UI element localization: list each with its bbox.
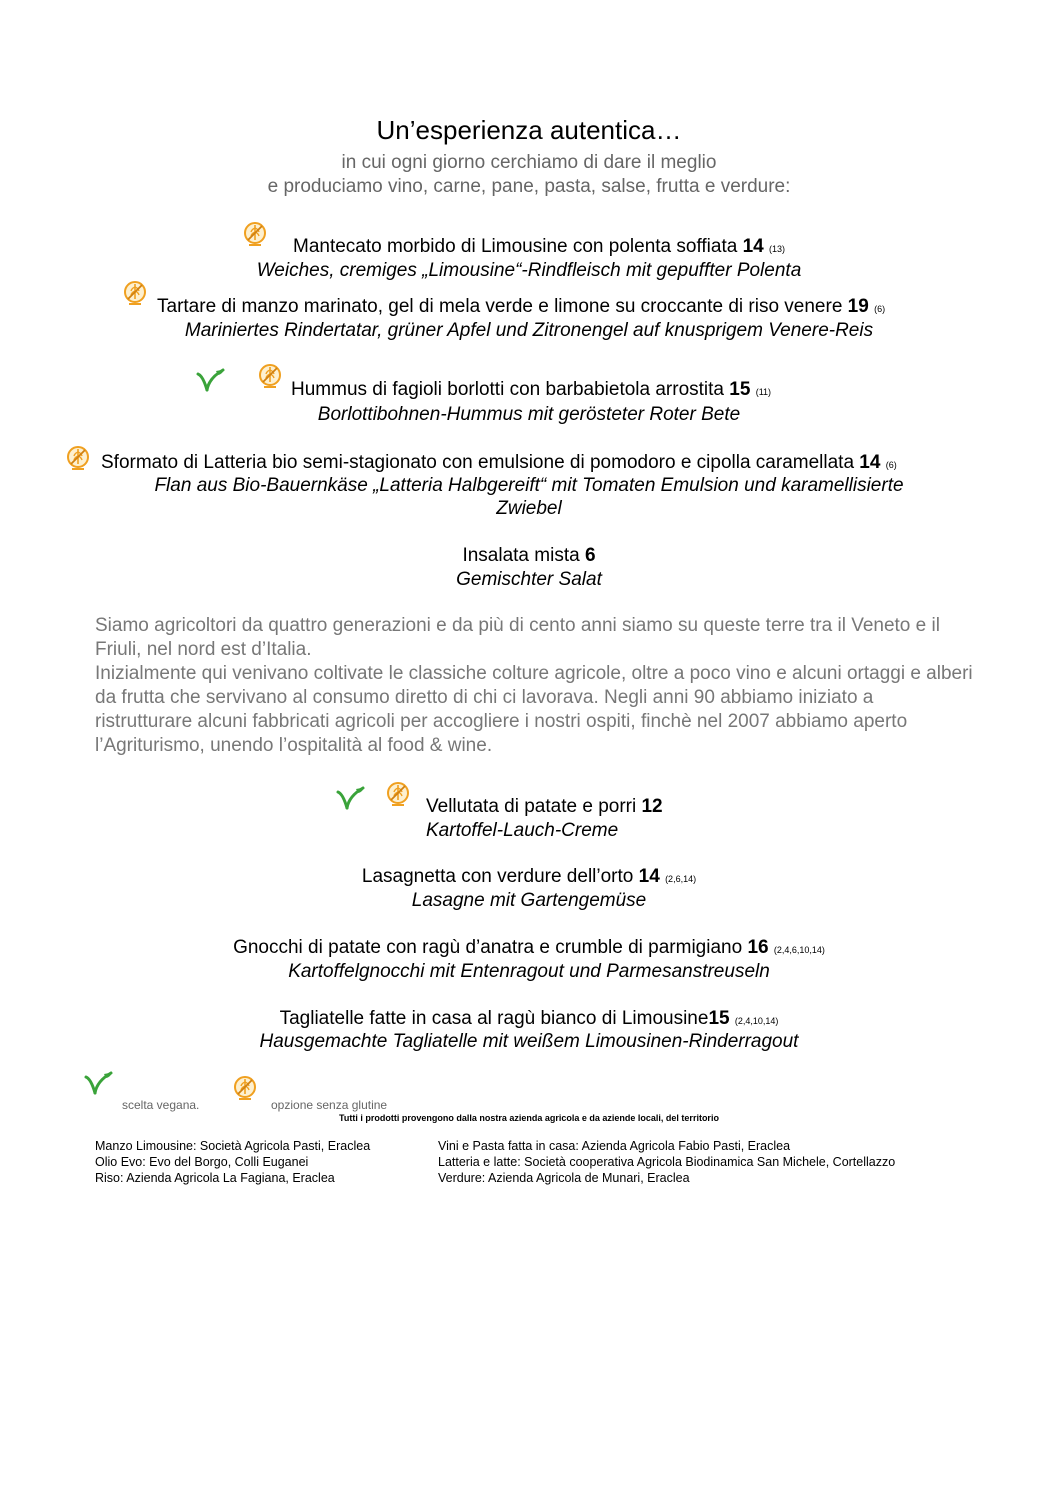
- dish-3-translation: Borlottibohnen-Hummus mit gerösteter Roter Bete: [317, 404, 741, 425]
- dish-allergens: (6): [874, 304, 886, 314]
- dish-5-translation: Gemischter Salat: [456, 569, 602, 590]
- dish-price: 19: [847, 296, 869, 317]
- supplier-item: Verdure: Azienda Agricola de Munari, Eraclea: [438, 1171, 690, 1185]
- dish-allergens: (2,4,10,14): [734, 1016, 779, 1026]
- supplier-item: Manzo Limousine: Società Agricola Pasti, Eraclea: [95, 1139, 371, 1153]
- dish-price: 14: [742, 236, 764, 257]
- gluten-free-icon: [258, 364, 282, 390]
- supplier-item: Olio Evo: Evo del Borgo, Colli Euganei: [95, 1155, 309, 1169]
- dish-6-translation: Kartoffel-Lauch-Creme: [426, 820, 619, 841]
- dish-allergens: (6): [885, 460, 897, 470]
- dish-6: [426, 796, 663, 818]
- supplier-item: Vini e Pasta fatta in casa: Azienda Agricola Fabio Pasti, Eraclea: [438, 1139, 791, 1153]
- local-products-note: Tutti i prodotti provengono dalla nostra azienda agricola e da aziende locali, del territorio: [339, 1113, 719, 1123]
- dish-9-translation: Hausgemachte Tagliatelle mit weißem Limousinen-Rinderragout: [259, 1031, 799, 1052]
- dish-2: [157, 296, 885, 318]
- dish-8: [0, 937, 1058, 959]
- suppliers-left: [95, 1138, 370, 1186]
- dish-4-translation-line-1: Flan aus Bio-Bauernkäse „Latteria Halbgereift“ mit Tomaten Emulsion und karamellisierte: [154, 475, 904, 496]
- dish-name: Sformato di Latteria bio semi-stagionato con emulsione di pomodoro e cipolla caramellata: [101, 452, 855, 473]
- dish-4: [101, 452, 897, 474]
- vegan-leaf-icon: [336, 786, 366, 810]
- dish-allergens: (2,4,6,10,14): [773, 945, 825, 955]
- dish-price: 15: [708, 1008, 730, 1029]
- supplier-item: Riso: Azienda Agricola La Fagiana, Eraclea: [95, 1171, 335, 1185]
- dish-5: [0, 545, 1058, 567]
- dish-allergens: (11): [755, 387, 772, 397]
- gluten-free-icon: [233, 1076, 257, 1102]
- supplier-item: Latteria e latte: Società cooperativa Agricola Biodinamica San Michele, Cortellazzo: [438, 1155, 896, 1169]
- story-paragraph-2: Inizialmente qui venivano coltivate le classiche colture agricole, oltre a poco vino e alcuni ortaggi e alberi da frutta che servivano al consumo diretto di chi ci lavorava. Negli anni 90 abbiamo iniziato a ristrutturare alcuni fabbricati agricoli per accogliere i nostri ospiti, finchè nel 2007 abbiamo aperto l’Agriturismo, unendo l’ospitalità al food & wine.: [95, 663, 973, 756]
- dish-price: 6: [584, 545, 596, 566]
- gluten-free-icon: [386, 782, 410, 808]
- dish-2-translation: Mariniertes Rindertatar, grüner Apfel und Zitronengel auf knusprigem Venere-Reis: [184, 320, 874, 341]
- page-title: Un’esperienza autentica…: [376, 115, 682, 145]
- suppliers-right: [438, 1138, 895, 1186]
- gluten-free-icon: [66, 446, 90, 472]
- dish-name: Vellutata di patate e porri: [426, 796, 637, 817]
- dish-name: Tagliatelle fatte in casa al ragù bianco di Limousine: [279, 1008, 709, 1029]
- farm-story: [95, 614, 975, 758]
- dish-7: [0, 866, 1058, 888]
- dish-name: Tartare di manzo marinato, gel di mela verde e limone su croccante di riso venere: [157, 296, 843, 317]
- dish-name: Gnocchi di patate con ragù d’anatra e crumble di parmigiano: [233, 937, 743, 958]
- dish-name: Hummus di fagioli borlotti con barbabietola arrostita: [291, 379, 724, 400]
- dish-name: Insalata mista: [462, 545, 580, 566]
- story-paragraph-1: Siamo agricoltori da quattro generazioni e da più di cento anni siamo su queste terre tra il Veneto e il Friuli, nel nord est d’Italia.: [95, 615, 940, 660]
- dish-7-translation: Lasagne mit Gartengemüse: [411, 890, 647, 911]
- dish-allergens: (2,6,14): [665, 874, 697, 884]
- dish-price: 14: [859, 452, 881, 473]
- legend-gluten-free: opzione senza glutine: [271, 1098, 388, 1112]
- dish-price: 14: [638, 866, 660, 887]
- intro-line-1: in cui ogni giorno cerchiamo di dare il meglio: [341, 152, 717, 173]
- dish-price: 15: [729, 379, 751, 400]
- intro-line-2: e produciamo vino, carne, pane, pasta, salse, frutta e verdure:: [267, 176, 791, 197]
- dish-price: 12: [641, 796, 663, 817]
- gluten-free-icon: [123, 281, 147, 307]
- gluten-free-icon: [243, 222, 267, 248]
- dish-name: Mantecato morbido di Limousine con polenta soffiata: [293, 236, 738, 257]
- dish-1: [293, 236, 785, 258]
- dish-3: [291, 379, 771, 401]
- dish-8-translation: Kartoffelgnocchi mit Entenragout und Parmesanstreuseln: [288, 961, 770, 982]
- dish-1-translation: Weiches, cremiges „Limousine“-Rindfleisch mit gepuffter Polenta: [256, 260, 802, 281]
- vegan-leaf-icon: [196, 368, 226, 392]
- legend-vegan: scelta vegana.: [122, 1098, 200, 1112]
- dish-price: 16: [747, 937, 769, 958]
- dish-name: Lasagnetta con verdure dell’orto: [361, 866, 634, 887]
- dish-allergens: (13): [769, 244, 786, 254]
- dish-9: [0, 1008, 1058, 1030]
- dish-4-translation-line-2: Zwiebel: [496, 498, 562, 519]
- vegan-leaf-icon: [84, 1071, 114, 1095]
